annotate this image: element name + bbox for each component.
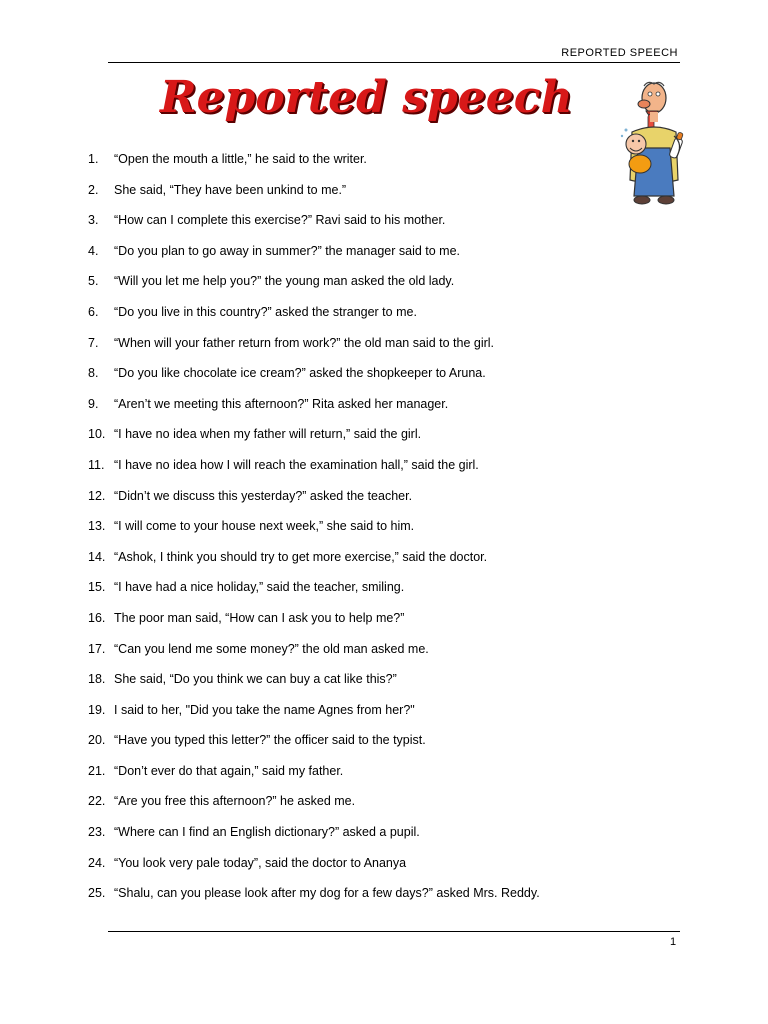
item-text: “I have no idea how I will reach the examination hall,” said the girl.: [114, 457, 479, 472]
item-text: “I will come to your house next week,” she said to him.: [114, 519, 415, 534]
item-text: “Will you let me help you?” the young man asked the old lady.: [114, 274, 455, 289]
item-number: 3.: [88, 213, 99, 228]
item-text: “Do you plan to go away in summer?” the manager said to me.: [114, 243, 461, 258]
list-item: [88, 823, 648, 854]
list-item: [88, 701, 648, 732]
list-item: [88, 548, 648, 579]
item-text: “Ashok, I think you should try to get more exercise,” said the doctor.: [114, 549, 488, 564]
item-number: 1.: [88, 152, 99, 166]
item-number: 17.: [88, 641, 106, 656]
list-item: [88, 395, 648, 426]
exercise-list: [88, 150, 648, 915]
list-item: [88, 792, 648, 823]
list-item: [88, 242, 648, 273]
item-number: 10.: [88, 427, 106, 442]
item-number: 25.: [88, 886, 106, 901]
list-item: [88, 884, 648, 915]
item-number: 20.: [88, 733, 106, 748]
item-text: “Open the mouth a little,” he said to the writer.: [114, 152, 367, 166]
list-item: [88, 517, 648, 548]
item-number: 18.: [88, 672, 106, 687]
item-number: 23.: [88, 825, 106, 840]
item-number: 11.: [88, 457, 105, 472]
list-item: [88, 854, 648, 885]
item-number: 4.: [88, 243, 99, 258]
item-text: “You look very pale today”, said the doctor to Ananya: [114, 855, 407, 870]
list-item: [88, 364, 648, 395]
item-text: “How can I complete this exercise?” Ravi said to his mother.: [114, 213, 446, 228]
header-rule: [108, 62, 680, 63]
list-item: [88, 272, 648, 303]
list-item: [88, 303, 648, 334]
list-item: [88, 181, 648, 212]
item-text: “Shalu, can you please look after my dog for a few days?” asked Mrs. Reddy.: [114, 886, 540, 901]
running-header: REPORTED SPEECH: [561, 47, 678, 59]
item-text: “Where can I find an English dictionary?” asked a pupil.: [114, 825, 420, 840]
item-number: 15.: [88, 580, 106, 595]
item-text: She said, “They have been unkind to me.”: [114, 182, 347, 197]
item-text: “Are you free this afternoon?” he asked me.: [114, 794, 356, 809]
item-number: 21.: [88, 763, 106, 778]
list-item: [88, 425, 648, 456]
item-text: “Didn’t we discuss this yesterday?” asked the teacher.: [114, 488, 413, 503]
item-text: She said, “Do you think we can buy a cat like this?”: [114, 672, 397, 687]
list-item: [88, 211, 648, 242]
list-item: [88, 578, 648, 609]
item-number: 24.: [88, 855, 106, 870]
item-text: “Do you like chocolate ice cream?” asked the shopkeeper to Aruna.: [114, 366, 486, 381]
item-number: 2.: [88, 182, 99, 197]
item-number: 6.: [88, 304, 99, 319]
list-item: [88, 731, 648, 762]
list-item: [88, 150, 648, 181]
item-number: 16.: [88, 610, 106, 625]
item-text: “Aren’t we meeting this afternoon?” Rita asked her manager.: [114, 396, 449, 411]
list-item: [88, 762, 648, 793]
item-number: 9.: [88, 396, 99, 411]
footer-rule: [108, 931, 680, 932]
list-item: [88, 456, 648, 487]
item-number: 13.: [88, 519, 106, 534]
item-text: “Can you lend me some money?” the old man asked me.: [114, 641, 429, 656]
list-item: [88, 487, 648, 518]
page-number: 1: [670, 936, 677, 948]
page-title: Reported speech: [160, 72, 573, 123]
item-text: “I have no idea when my father will return,” said the girl.: [114, 427, 422, 442]
list-item: [88, 334, 648, 365]
item-text: “Have you typed this letter?” the officer said to the typist.: [114, 733, 426, 748]
item-number: 14.: [88, 549, 106, 564]
item-text: I said to her, "Did you take the name Agnes from her?": [114, 702, 415, 717]
item-text: The poor man said, “How can I ask you to help me?”: [114, 610, 405, 625]
item-text: “Don’t ever do that again,” said my father.: [114, 763, 344, 778]
item-number: 19.: [88, 702, 106, 717]
item-number: 8.: [88, 366, 99, 381]
list-item: [88, 670, 648, 701]
item-text: “I have had a nice holiday,” said the teacher, smiling.: [114, 580, 405, 595]
item-number: 22.: [88, 794, 106, 809]
item-number: 7.: [88, 335, 99, 350]
item-text: “Do you live in this country?” asked the stranger to me.: [114, 304, 417, 319]
item-text: “When will your father return from work?” the old man said to the girl.: [114, 335, 495, 350]
item-number: 12.: [88, 488, 106, 503]
item-number: 5.: [88, 274, 99, 289]
list-item: [88, 609, 648, 640]
list-item: [88, 640, 648, 671]
